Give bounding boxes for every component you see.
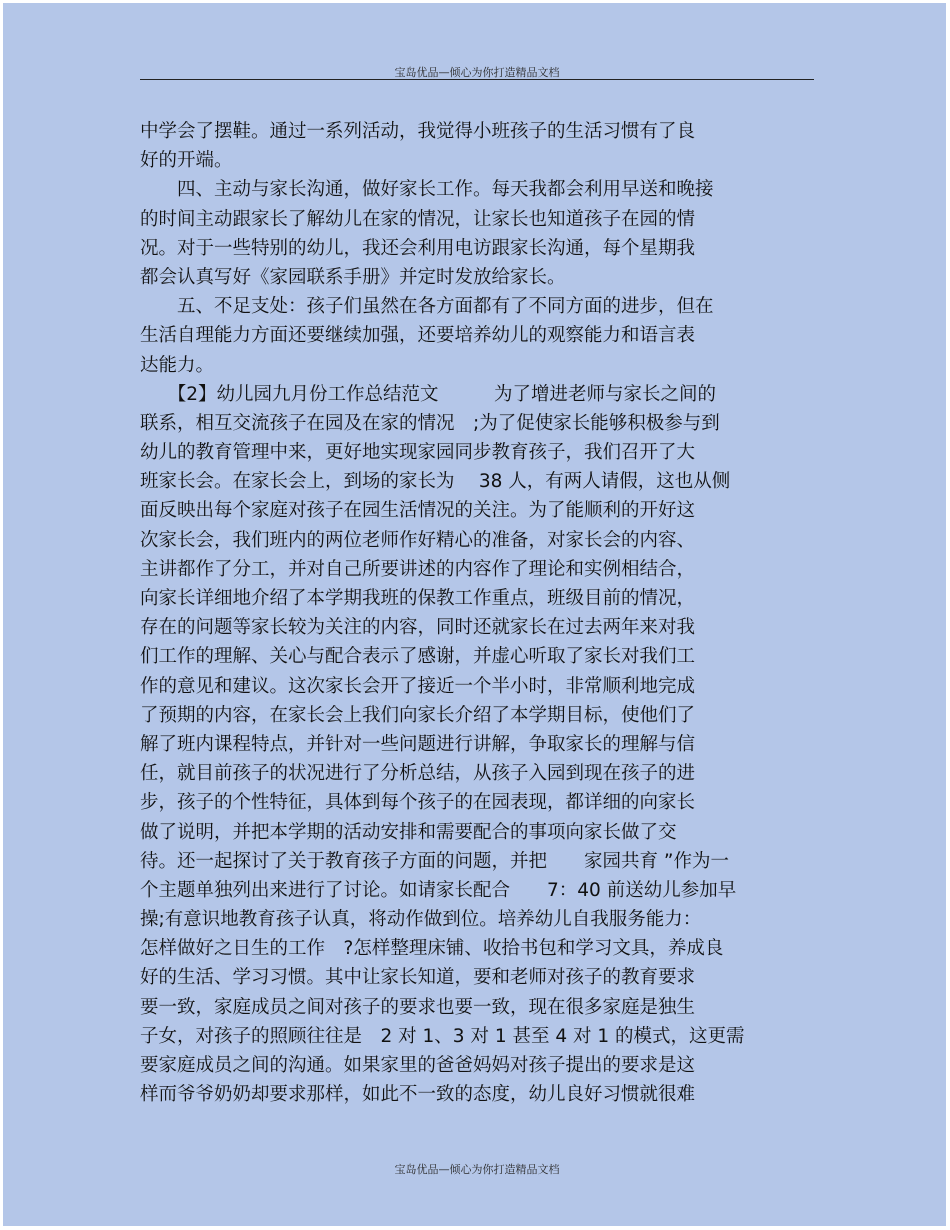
text-line: 达能力。	[140, 354, 215, 376]
text-line: 幼儿的教育管理中来，更好地实现家园同步教育孩子，我们召开了大	[140, 442, 696, 464]
text-line: 况。对于一些特别的幼儿，我还会利用电访跟家长沟通，每个星期我	[140, 237, 696, 259]
text-line: 样而爷爷奶奶却要求那样，如此不一致的态度，幼儿良好习惯就很难	[140, 1084, 696, 1106]
text-line: 操;有意识地教育孩子认真，将动作做到位。培养幼儿自我服务能力：	[140, 909, 702, 931]
page-footer: 宝岛优品—倾心为你打造精品文档	[394, 1163, 560, 1176]
text-line: 面反映出每个家庭对孩子在园生活情况的关注。为了能顺利的开好这	[140, 500, 696, 522]
text-line: 个主题单独列出来进行了讨论。如请家长配合 7：40 前送幼儿参加早	[140, 879, 737, 901]
header-divider	[140, 79, 814, 80]
text-line: 子女，对孩子的照顾往往是 2 对 1、3 对 1 甚至 4 对 1 的模式，这更需	[140, 1025, 745, 1047]
text-line: 向家长详细地介绍了本学期我班的保教工作重点，班级目前的情况，	[140, 588, 696, 609]
text-line: 要家庭成员之间的沟通。如果家里的爸爸妈妈对孩子提出的要求是这	[140, 1055, 696, 1076]
text-line: 了预期的内容，在家长会上我们向家长介绍了本学期目标，使他们了	[140, 704, 696, 726]
text-line: 次家长会，我们班内的两位老师作好精心的准备，对家长会的内容、	[140, 529, 696, 551]
text-line: 生活自理能力方面还要继续加强，还要培养幼儿的观察能力和语言表	[140, 325, 696, 347]
text-line: 的时间主动跟家长了解幼儿在家的情况，让家长也知道孩子在园的情	[140, 208, 696, 230]
text-line: 班家长会。在家长会上，到场的家长为 38 人，有两人请假，这也从侧	[140, 471, 731, 493]
text-line: 要一致，家庭成员之间对孩子的要求也要一致，现在很多家庭是独生	[140, 996, 696, 1018]
text-line: 好的开端。	[140, 150, 233, 172]
document-page	[3, 3, 946, 1226]
body-text	[140, 117, 800, 1109]
text-line: 好的生活、学习习惯。其中让家长知道，要和老师对孩子的教育要求	[140, 967, 696, 989]
text-line: 联系，相互交流孩子在园及在家的情况 ;为了促使家长能够积极参与到	[140, 412, 720, 434]
text-line: 步，孩子的个性特征，具体到每个孩子的在园表现，都详细的向家长	[140, 792, 696, 814]
text-line: 【2】幼儿园九月份工作总结范文 为了增进老师与家长之间的	[140, 383, 717, 405]
text-line: 中学会了摆鞋。通过一系列活动，我觉得小班孩子的生活习惯有了良	[140, 121, 696, 142]
page-header: 宝岛优品—倾心为你打造精品文档	[394, 66, 560, 79]
text-line: 怎样做好之日生的工作 ?怎样整理床铺、收拾书包和学习文具，养成良	[140, 938, 724, 960]
text-line: 五、不足支处：孩子们虽然在各方面都有了不同方面的进步，但在	[140, 296, 714, 318]
text-line: 待。还一起探讨了关于教育孩子方面的问题，并把 家园共育 ”作为一	[140, 850, 729, 872]
text-line: 任，就目前孩子的状况进行了分析总结，从孩子入园到现在孩子的进	[140, 763, 696, 785]
text-line: 解了班内课程特点，并针对一些问题进行讲解，争取家长的理解与信	[140, 733, 696, 755]
text-line: 都会认真写好《家园联系手册》并定时发放给家长。	[140, 266, 566, 288]
text-line: 四、主动与家长沟通，做好家长工作。每天我都会利用早送和晚接	[140, 179, 714, 201]
text-line: 主讲都作了分工，并对自己所要讲述的内容作了理论和实例相结合，	[140, 558, 696, 580]
text-line: 存在的问题等家长较为关注的内容，同时还就家长在过去两年来对我	[140, 617, 696, 639]
text-line: 作的意见和建议。这次家长会开了接近一个半小时，非常顺利地完成	[140, 675, 696, 697]
text-line: 做了说明，并把本学期的活动安排和需要配合的事项向家长做了交	[140, 821, 677, 843]
text-line: 们工作的理解、关心与配合表示了感谢，并虚心听取了家长对我们工	[140, 646, 696, 668]
